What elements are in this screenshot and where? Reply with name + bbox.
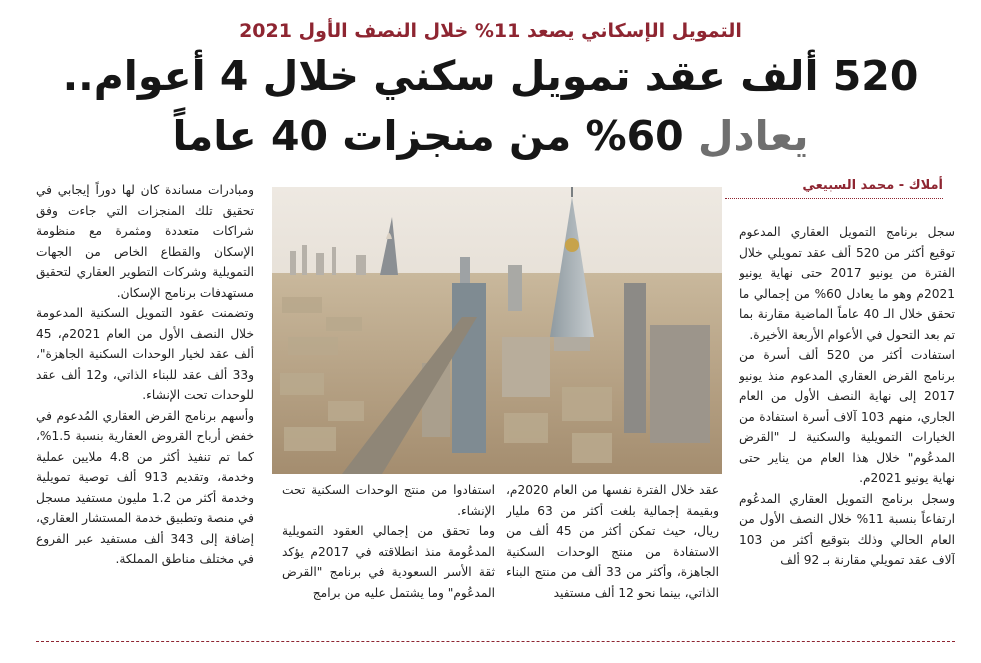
paragraph: استفادت أكثر من 520 ألف أسرة من برنامج القرض العقاري المدعوم منذ يونيو 2017 إلى نهاية النصف الأول من العام الجاري، منهم 103 آلاف أسرة استفادة من الخيارات التمويلية والسكنية لـ "القرض المدعُوم" خلال هذا العام من يناير حتى نهاية يونيو 2021م. xyxy=(739,348,955,485)
column-under-photo-left xyxy=(282,480,495,620)
paragraph: وما تحقق من إجمالي العقود التمويلية المدعُومة منذ انطلاقته في 2017م يؤكد ثقة الأسر السعودية في برنامج "القرض المدعُوم" وما يشتمل عليه من برامج xyxy=(282,524,495,600)
paragraph: سجل برنامج التمويل العقاري المدعوم توقيع أكثر من 520 ألف عقد تمويلي خلال الفترة من يونيو 2017 حتى نهاية يونيو 2021م وهو ما يعادل 60% من إجمالي ما تحقق خلال الـ 40 عاماً الماضية مقارنة بما تم بعد التحول في الأعوام الأربعة الأخيرة. xyxy=(739,225,955,342)
byline-divider xyxy=(725,198,943,199)
city-skyline-photo xyxy=(272,187,722,474)
column-left xyxy=(36,180,254,617)
headline-line-1: 520 ألف عقد تمويل سكني خلال 4 أعوام.. xyxy=(62,52,919,100)
paragraph: وسجل برنامج التمويل العقاري المدعُوم ارتفاعاً بنسبة 11% خلال النصف الأول من العام الحالي وذلك بتوقيع أكثر من 103 آلاف عقد تمويلي مقارنة بـ 92 ألف xyxy=(739,491,955,567)
bottom-divider xyxy=(36,641,955,642)
paragraph: وتضمنت عقود التمويل السكنية المدعومة خلال النصف الأول من العام 2021م، 45 ألف عقد لخيار الوحدات السكنية الجاهزة"، و33 ألف عقد للبناء الذاتي، و12 ألف عقد للوحدات تحت الإنشاء. xyxy=(36,306,254,402)
kicker: التمويل الإسكاني يصعد 11% خلال النصف الأول 2021 xyxy=(239,20,742,42)
headline-line-2 xyxy=(0,114,981,159)
paragraph: وأسهم برنامج القرض العقاري المُدعوم في خفض أرباح القروض العقارية بنسبة 1.5%، كما تم تنفيذ أكثر من 4.8 ملايين عملية وخدمة، وتقديم 913 ألف توصية تمويلية وخدمة أكثر من 1.2 مليون مستفيد مسجل في منصة وتطبيق خدمة المستشار العقاري، إضافة إلى 343 ألف مستفيد عبر الفروع في مختلف مناطق المملكة. xyxy=(36,408,254,566)
column-right xyxy=(739,222,955,617)
headline-line-2-rest: 60% من منجزات 40 عاماً xyxy=(172,112,684,160)
paragraph: استفادوا من منتج الوحدات السكنية تحت الإنشاء. xyxy=(282,483,495,518)
column-under-photo-right xyxy=(506,480,719,620)
headline-gray-word: يعادل xyxy=(697,112,809,160)
paragraph: عقد خلال الفترة نفسها من العام 2020م، وبقيمة إجمالية بلغت أكثر من 63 مليار ريال، حيث تمكن أكثر من 45 ألف من الاستفادة من منتج الوحدات السكنية الجاهزة، وأكثر من 33 ألف من منتج البناء الذاتي، بينما نحو 12 ألف مستفيد xyxy=(506,483,719,600)
paragraph: ومبادرات مساندة كان لها دوراً إيجابي في تحقيق تلك المنجزات التي جاءت وفق شراكات متعددة ومثمرة مع منظومة الإسكان والقطاع الخاص من الجهات التمويلية وشركات التطوير العقاري لتحقيق مستهدفات برنامج الإسكان. xyxy=(36,183,254,300)
byline: أملاك - محمد السبيعي xyxy=(802,178,943,193)
